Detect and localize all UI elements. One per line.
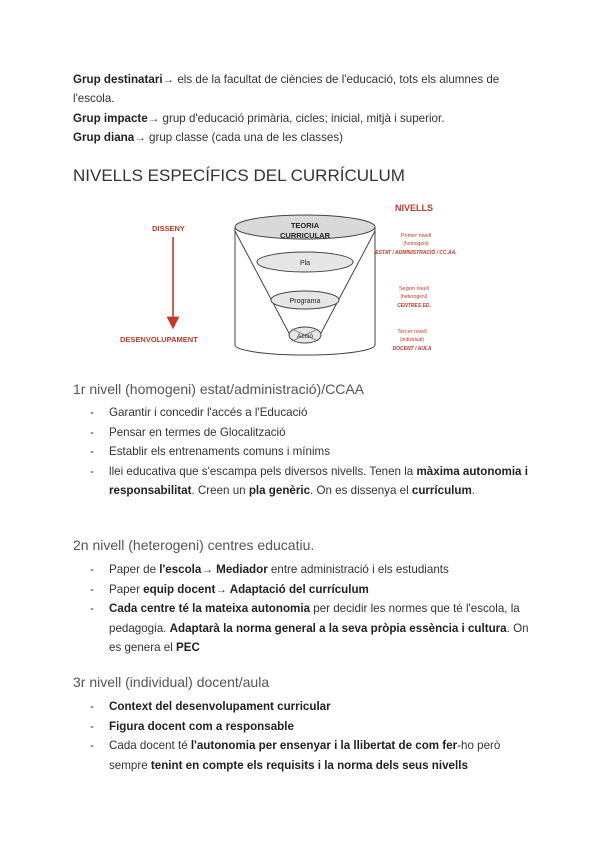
level2-scope: CENTRES ED. — [397, 303, 431, 309]
list-item: - Figura docent com a responsable — [90, 717, 530, 737]
section3-title: 3r nivell (individual) docent/aula — [73, 674, 270, 690]
list-item: - llei educativa que s'escampa pels diversos nivells. Tenen la màxima autonomia i responsabilitat. Creen un pla genèric. On es dissenya el currículum. — [90, 462, 530, 501]
teoria-label: TEORIA — [290, 221, 320, 230]
level3-type: (individual) — [399, 337, 425, 343]
level1-type: (homogeni) — [403, 241, 429, 247]
main-heading: NIVELLS ESPECÍFICS DEL CURRÍCULUM — [73, 166, 405, 185]
level3-scope: DOCENT / AULA — [392, 346, 432, 352]
desenvolupament-label: DESENVOLUPAMENT — [120, 335, 198, 344]
list-item: - Paper de l'escola→ Mediador entre administració i els estudiants — [90, 560, 530, 580]
intro-line-1: Grup destinatari→ els de la facultat de ciències de l'educació, tots els alumnes de — [73, 73, 500, 86]
funnel — [235, 231, 375, 335]
list-item: - Context del desenvolupament curricular — [90, 697, 530, 717]
list-item: - Cada docent té l'autonomia per ensenyar i la llibertat de com fer-ho però sempre tenint en compte els requisits i la norma dels seus nivells — [90, 736, 530, 775]
intro-line-3: Grup diana→ grup classe (cada una de les classes) — [73, 131, 343, 144]
level2-type: (heterogeni) — [400, 294, 428, 300]
programa-label: Programa — [289, 298, 321, 305]
intro-line-1-cont: l'escola. — [73, 92, 115, 105]
list-item: - Cada centre té la mateixa autonomia per decidir les normes que té l'escola, la pedagogia. Adaptarà la norma general a la seva pròpia essència i cultura. On es genera el PEC — [90, 599, 530, 658]
section1-list — [90, 403, 530, 501]
section1-title: 1r nivell (homogeni) estat/administració)/CCAA — [73, 381, 364, 397]
pla-label: Pla — [299, 260, 311, 267]
list-item: - Garantir i concedir l'accés a l'Educació — [90, 403, 530, 423]
list-item: - Pensar en termes de Glocalització — [90, 423, 530, 443]
level2-name: Segon nivell — [399, 286, 429, 292]
level1-name: Primer nivell — [400, 233, 432, 239]
list-item: - Paper equip docent→ Adaptació del currículum — [90, 580, 530, 600]
level3-name: Tercer nivell — [397, 329, 427, 335]
nivells-title: NIVELLS — [394, 203, 434, 213]
intro-line-2: Grup impacte→ grup d'educació primària, cicles; inicial, mitjà i superior. — [73, 112, 445, 125]
section3-list — [90, 697, 530, 775]
accio-label: Acció — [297, 333, 313, 340]
section2-title: 2n nivell (heterogeni) centres educatiu. — [73, 537, 315, 553]
curricular-label: CURRICULAR — [280, 231, 330, 240]
level1-scope: ESTAT / ADMINISTRACIÓ / CC.AA. — [375, 250, 457, 256]
disseny-label: DISSENY — [152, 224, 185, 233]
section2-list — [90, 560, 530, 658]
list-item: - Establir els entrenaments comuns i mínims — [90, 442, 530, 462]
curriculum-levels-diagram — [110, 195, 490, 360]
